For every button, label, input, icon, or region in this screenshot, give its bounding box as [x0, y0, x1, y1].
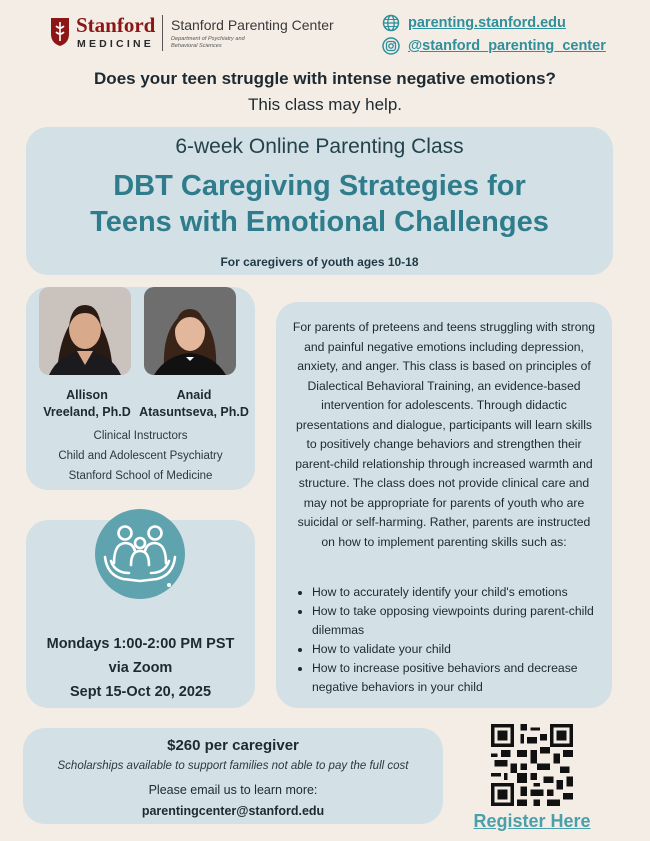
website-link[interactable] — [382, 14, 566, 32]
class-title-line2: Teens with Emotional Challenges — [90, 206, 549, 238]
instructor-role: Clinical Instructors — [93, 430, 188, 442]
instructor-photo-allison — [39, 287, 131, 375]
schedule-day-time: Mondays 1:00-2:00 PM PST — [46, 636, 235, 652]
intro-question: Does your teen struggle with intense negative emotions? — [94, 69, 556, 88]
list-item: • How to increase positive behaviors and decrease negative behaviors in your child — [312, 659, 617, 697]
website-text[interactable]: parenting.stanford.edu — [408, 15, 566, 31]
list-item: • How to accurately identify your child's emotions — [312, 583, 617, 602]
class-description: For parents of preteens and teens struggling with strong and painful negative emotions including depression, anxiety, and anger. This class is based on principles of Dialectical Behavioral Training, an evidence-based intervention for adolescents. Through didactic presentations and dialogue, participants will learn skills to positively change behaviors and strengthen their parent-child relationship through increased warmth and structure. The class does not provide clinical care and may not be appropriate for parents of youth who are suicidal or self-harming. Rather, parents are instructed on how to implement parenting skills such as: — [292, 320, 596, 549]
class-title-line1: DBT Caregiving Strategies for — [113, 170, 526, 202]
logo-divider — [162, 15, 163, 51]
intro-may-help: This class may help. — [248, 95, 402, 114]
medicine-wordmark: MEDICINE — [77, 38, 154, 50]
class-title — [26, 168, 613, 240]
email-prompt: Please email us to learn more: — [148, 783, 318, 797]
stanford-wordmark: Stanford — [76, 13, 156, 37]
instagram-icon — [382, 37, 400, 55]
instructor-photo-anaid — [144, 287, 236, 375]
audience-note: For caregivers of youth ages 10-18 — [220, 255, 419, 269]
qr-code-icon[interactable] — [491, 724, 573, 806]
center-name: Stanford Parenting Center — [171, 17, 334, 33]
department-name: Department of Psychiatry and Behavioral Sciences — [171, 36, 245, 49]
instagram-link[interactable] — [382, 37, 606, 55]
stanford-shield-icon — [50, 17, 70, 47]
schedule-venue: via Zoom — [108, 660, 173, 676]
globe-icon — [382, 14, 400, 32]
scholarship-note: Scholarships available to support families not able to pay the full cost — [57, 760, 409, 772]
schedule-dates: Sept 15-Oct 20, 2025 — [69, 684, 212, 700]
register-link[interactable]: Register Here — [473, 811, 591, 831]
contact-email[interactable]: parentingcenter@stanford.edu — [141, 804, 325, 818]
list-item: • How to validate your child — [312, 640, 617, 659]
family-hands-icon — [95, 509, 185, 599]
class-subtitle: 6-week Online Parenting Class — [175, 135, 464, 158]
instructor-name-allison: Allison Vreeland, Ph.D — [43, 388, 131, 419]
skills-list — [294, 583, 617, 697]
instructor-school: Stanford School of Medicine — [68, 470, 213, 482]
instagram-text[interactable]: @stanford_parenting_center — [408, 38, 606, 54]
instructor-department: Child and Adolescent Psychiatry — [58, 450, 223, 462]
instructor-name-anaid: Anaid Atasuntseva, Ph.D — [139, 388, 249, 419]
list-item: • How to take opposing viewpoints during parent-child dilemmas — [312, 602, 617, 640]
price: $260 per caregiver — [167, 737, 299, 754]
